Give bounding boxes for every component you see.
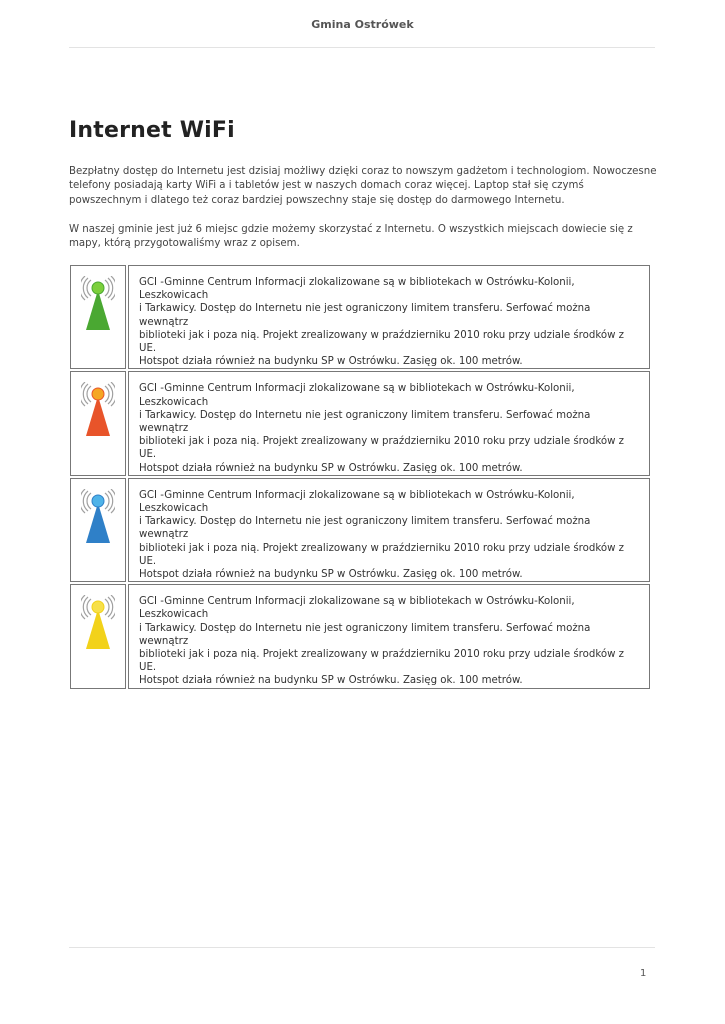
hotspot-description-line: Hotspot działa również na budynku SP w Ostrówku. Zasięg ok. 100 metrów.	[139, 356, 523, 368]
locations-paragraph: W naszej gminie jest już 6 miejsc gdzie możemy skorzystać z Internetu. O wszystkich miejscach dowiecie się z mapy, którą przygotowaliśmy wraz z opisem.	[69, 224, 633, 250]
hotspot-description	[128, 478, 650, 582]
hotspot-description-line: Hotspot działa również na budynku SP w Ostrówku. Zasięg ok. 100 metrów.	[139, 569, 523, 581]
hotspot-description-line: GCI -Gminne Centrum Informacji zlokalizowane są w bibliotekach w Ostrówku-Kolonii, Leszkowicach	[139, 383, 575, 408]
page-title: Internet WiFi	[69, 118, 235, 143]
hotspot-description-line: i Tarkawicy. Dostęp do Internetu nie jest ograniczony limitem transferu. Serfować można wewnątrz	[139, 516, 591, 541]
hotspot-description-line: biblioteki jak i poza nią. Projekt zrealizowany w praździerniku 2010 roku przy udziale środków z UE.	[139, 649, 625, 674]
hotspot-row	[70, 371, 650, 475]
hotspot-icon-cell	[70, 584, 126, 688]
hotspot-description-line: GCI -Gminne Centrum Informacji zlokalizowane są w bibliotekach w Ostrówku-Kolonii, Leszkowicach	[139, 277, 575, 302]
hotspot-description-line: GCI -Gminne Centrum Informacji zlokalizowane są w bibliotekach w Ostrówku-Kolonii, Leszkowicach	[139, 596, 575, 621]
page-number: 1	[640, 968, 647, 979]
footer-divider	[69, 947, 655, 948]
hotspot-description-line: i Tarkawicy. Dostęp do Internetu nie jest ograniczony limitem transferu. Serfować można wewnątrz	[139, 622, 591, 647]
hotspot-description-line: i Tarkawicy. Dostęp do Internetu nie jest ograniczony limitem transferu. Serfować można wewnątrz	[139, 409, 591, 435]
wifi-antenna-orange-icon	[81, 382, 115, 438]
intro-paragraph: Bezpłatny dostęp do Internetu jest dzisiaj możliwy dzięki coraz to nowszym gadżetom i technologiom. Nowoczesne telefony posiadają karty WiFi a i tabletów jest w naszych domach coraz więcej. Laptop stał się czymś powszechnym i dlatego też coraz bardziej powszechny staje się dostęp do darmowego Internetu.	[69, 166, 657, 206]
hotspot-description	[128, 371, 650, 475]
hotspot-description-line: biblioteki jak i poza nią. Projekt zrealizowany w praździerniku 2010 roku przy udziale środków z UE.	[139, 436, 625, 461]
hotspot-description-line: biblioteki jak i poza nią. Projekt zrealizowany w praździerniku 2010 roku przy udziale środków z UE.	[139, 542, 625, 567]
hotspot-description	[128, 265, 650, 369]
hotspot-description-line: GCI -Gminne Centrum Informacji zlokalizowane są w bibliotekach w Ostrówku-Kolonii, Leszkowicach	[139, 489, 575, 515]
hotspot-row	[70, 584, 650, 688]
hotspot-icon-cell	[70, 265, 126, 369]
hotspot-icon-cell	[70, 371, 126, 475]
wifi-antenna-green-icon	[81, 276, 115, 332]
wifi-antenna-yellow-icon	[81, 595, 115, 651]
page-header: Gmina Ostrówek	[311, 18, 414, 31]
hotspot-description	[128, 584, 650, 688]
hotspot-description-line: biblioteki jak i poza nią. Projekt zrealizowany w praździerniku 2010 roku przy udziale środków z UE.	[139, 329, 625, 355]
hotspot-table	[68, 263, 652, 691]
hotspot-row	[70, 478, 650, 582]
hotspot-description-line: Hotspot działa również na budynku SP w Ostrówku. Zasięg ok. 100 metrów.	[139, 462, 523, 474]
hotspot-icon-cell	[70, 478, 126, 582]
hotspot-row	[70, 265, 650, 369]
wifi-antenna-blue-icon	[81, 489, 115, 545]
hotspot-description-line: Hotspot działa również na budynku SP w Ostrówku. Zasięg ok. 100 metrów.	[139, 675, 523, 687]
hotspot-description-line: i Tarkawicy. Dostęp do Internetu nie jest ograniczony limitem transferu. Serfować można wewnątrz	[139, 303, 591, 328]
header-divider	[69, 47, 655, 48]
